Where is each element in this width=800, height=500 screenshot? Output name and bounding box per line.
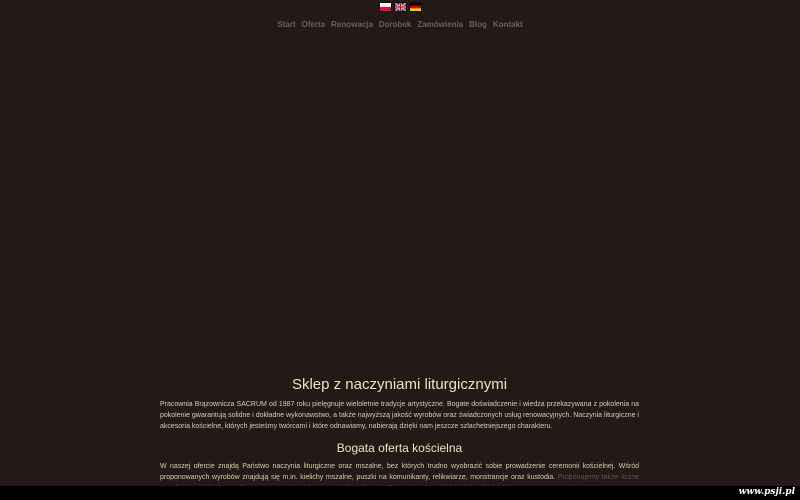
watermark: www.psji.pl (738, 487, 795, 497)
main-nav (0, 20, 800, 29)
nav-item-zamowienia[interactable]: Zamówienia (417, 20, 464, 29)
flag-uk-icon (395, 3, 406, 11)
offer-line-3: Proponujemy także liczne (557, 474, 640, 482)
flag-en-icon[interactable] (395, 3, 406, 11)
nav-item-start[interactable]: Start (277, 20, 296, 29)
flag-germany-icon (410, 3, 421, 11)
flag-pl-icon[interactable] (380, 3, 391, 11)
nav-item-renowacja[interactable]: Renowacja (331, 20, 373, 29)
flag-de-icon[interactable] (410, 3, 421, 11)
nav-item-dorobek[interactable]: Dorobek (378, 20, 412, 29)
intro-paragraph: Pracownia Brązownicza SACRUM od 1987 roku pielęgnuje wieloletnie tradycje artystyczne. Bogate doświadczenie i wiedza przekazywana z pokolenia na pokolenie gwarantują solidne i dokładne wykonawstwo, a także najwyższą jakość wyrobów oraz świadczonych usług renowacyjnych. Naczynia liturgiczne i akcesoria kościelne, których jesteśmy twórcami i które odnawiamy, nabierają dzięki nam jeszcze szlachetniejszego charakteru. (160, 401, 639, 430)
section-title: Bogata oferta kościelna (336, 441, 463, 456)
offer-line-1: W naszej ofercie znajdą Państwo naczynia liturgiczne oraz mszalne, bez których trudno wyobrazić sobie prowadzenie ceremonii kościelnej. (160, 463, 616, 471)
nav-item-kontakt[interactable]: Kontakt (492, 20, 523, 29)
page-title: Sklep z naczyniami liturgicznymi (291, 376, 508, 393)
bottom-bar (0, 486, 800, 500)
offer-line-2: Wśród proponowanych wyrobów znajdują się m.in. kielichy mszalne, puszki na komunikanty, relikwiarze, monstrancje oraz kustodia. (160, 463, 639, 482)
language-switcher (0, 3, 800, 11)
main-content (160, 376, 639, 495)
nav-item-blog[interactable]: Blog (469, 20, 487, 29)
nav-item-oferta[interactable]: Oferta (301, 20, 326, 29)
flag-poland-icon (380, 3, 391, 11)
